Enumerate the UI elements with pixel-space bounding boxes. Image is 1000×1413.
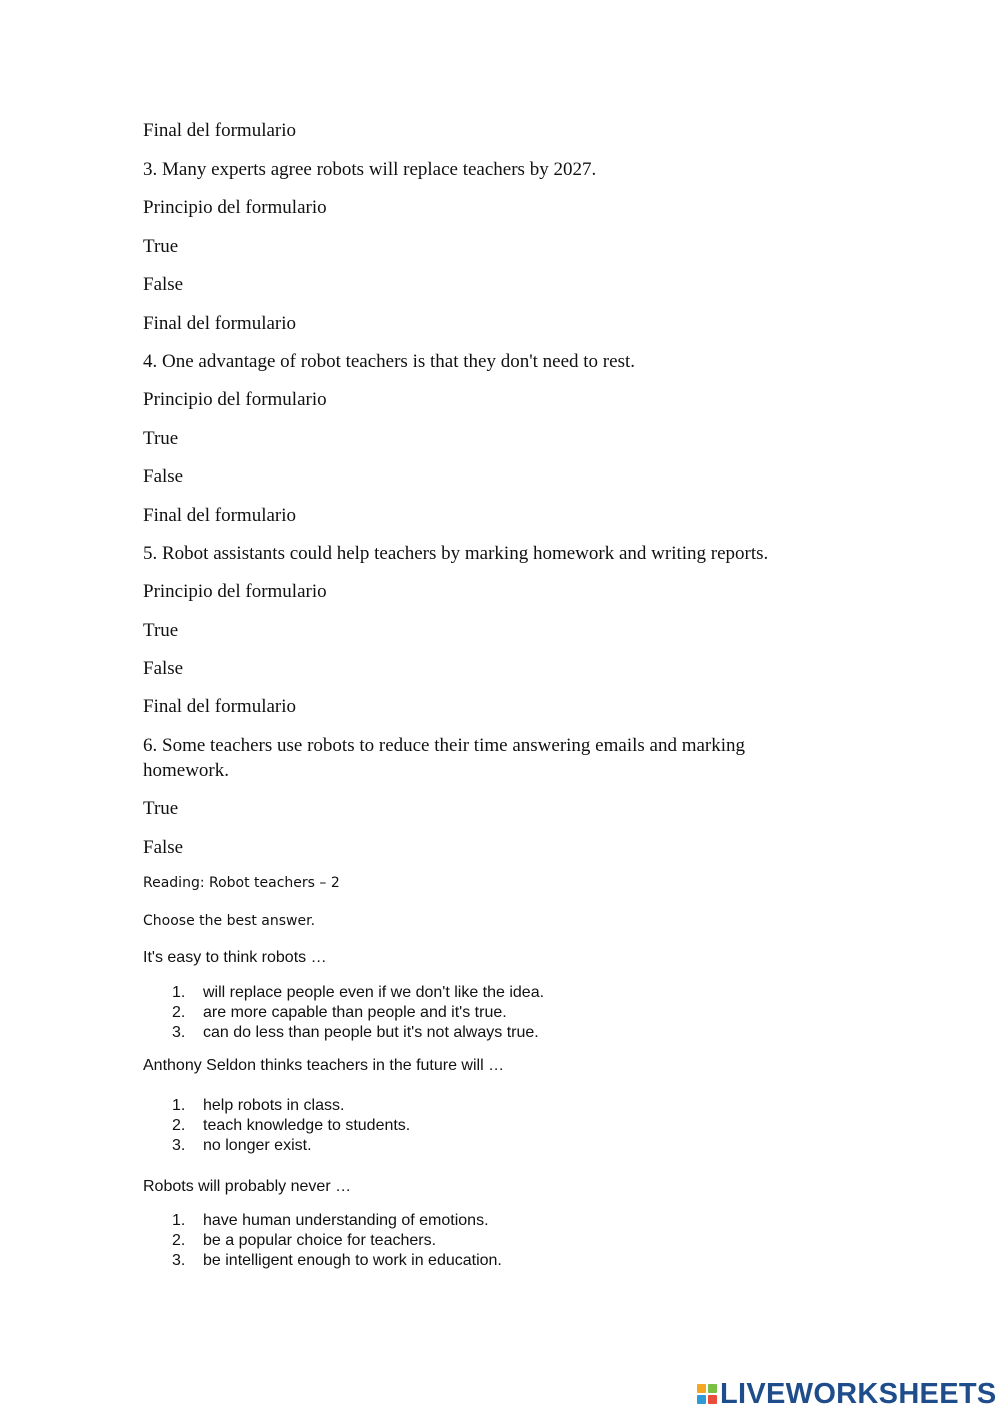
- form-end-label: Final del formulario: [143, 120, 297, 141]
- mc-question-1-option-3[interactable]: [143, 1023, 544, 1043]
- logo-squares-icon: [697, 1384, 717, 1404]
- form-end-label: Final del formulario: [143, 696, 297, 717]
- question-6-option-true[interactable]: True: [143, 798, 179, 819]
- logo-square: [697, 1384, 706, 1393]
- mc-question-1-option-2[interactable]: [143, 1003, 544, 1023]
- section-instruction: Choose the best answer.: [143, 913, 316, 929]
- section-title: Reading: Robot teachers – 2: [143, 875, 340, 891]
- mc-question-3-option-3[interactable]: [143, 1251, 502, 1271]
- form-start-label: Principio del formulario: [143, 389, 327, 410]
- logo-square: [708, 1384, 717, 1393]
- mc-question-3-prompt: Robots will probably never …: [143, 1178, 352, 1195]
- logo-text: LIVEWORKSHEETS: [720, 1377, 997, 1410]
- option-text: teach knowledge to students.: [203, 1117, 411, 1134]
- option-text: will replace people even if we don't like the idea.: [203, 984, 545, 1001]
- mc-question-1-options: [143, 983, 544, 1043]
- question-5-text: 5. Robot assistants could help teachers by marking homework and writing reports.: [143, 543, 769, 564]
- question-5-option-true[interactable]: True: [143, 620, 179, 641]
- option-number: 3.: [172, 1252, 186, 1269]
- mc-question-1-option-1[interactable]: [143, 983, 544, 1003]
- mc-question-2-option-3[interactable]: [143, 1136, 410, 1156]
- mc-question-1-prompt: It's easy to think robots …: [143, 949, 327, 966]
- option-text: be intelligent enough to work in education.: [203, 1252, 502, 1269]
- mc-question-2-option-1[interactable]: [143, 1096, 410, 1116]
- logo-square: [697, 1395, 706, 1404]
- form-start-label: Principio del formulario: [143, 581, 327, 602]
- question-3-option-true[interactable]: True: [143, 236, 179, 257]
- question-4-option-false[interactable]: False: [143, 466, 184, 487]
- option-number: 2.: [172, 1232, 186, 1249]
- mc-question-3-options: [143, 1211, 502, 1271]
- option-number: 3.: [172, 1137, 186, 1154]
- question-4-text: 4. One advantage of robot teachers is that they don't need to rest.: [143, 351, 635, 372]
- question-3-option-false[interactable]: False: [143, 274, 184, 295]
- form-end-label: Final del formulario: [143, 505, 297, 526]
- question-4-option-true[interactable]: True: [143, 428, 179, 449]
- option-number: 1.: [172, 1212, 186, 1229]
- option-text: can do less than people but it's not always true.: [203, 1024, 539, 1041]
- mc-question-2-options: [143, 1096, 410, 1156]
- option-text: are more capable than people and it's true.: [203, 1004, 507, 1021]
- option-text: have human understanding of emotions.: [203, 1212, 489, 1229]
- mc-question-3-option-1[interactable]: [143, 1211, 502, 1231]
- question-5-option-false[interactable]: False: [143, 658, 184, 679]
- question-6-text: 6. Some teachers use robots to reduce their time answering emails and marking homework.: [143, 735, 746, 781]
- option-text: be a popular choice for teachers.: [203, 1232, 437, 1249]
- question-6-option-false[interactable]: False: [143, 837, 184, 858]
- option-number: 2.: [172, 1117, 186, 1134]
- liveworksheets-logo: [697, 1378, 997, 1410]
- option-text: help robots in class.: [203, 1097, 345, 1114]
- option-number: 3.: [172, 1024, 186, 1041]
- question-3-text: 3. Many experts agree robots will replace teachers by 2027.: [143, 159, 597, 180]
- option-number: 1.: [172, 984, 186, 1001]
- mc-question-3-option-2[interactable]: [143, 1231, 502, 1251]
- mc-question-2-prompt: Anthony Seldon thinks teachers in the future will …: [143, 1057, 505, 1074]
- option-number: 1.: [172, 1097, 186, 1114]
- form-end-label: Final del formulario: [143, 313, 297, 334]
- option-text: no longer exist.: [203, 1137, 312, 1154]
- mc-question-2-option-2[interactable]: [143, 1116, 410, 1136]
- option-number: 2.: [172, 1004, 186, 1021]
- logo-square: [708, 1395, 717, 1404]
- form-start-label: Principio del formulario: [143, 197, 327, 218]
